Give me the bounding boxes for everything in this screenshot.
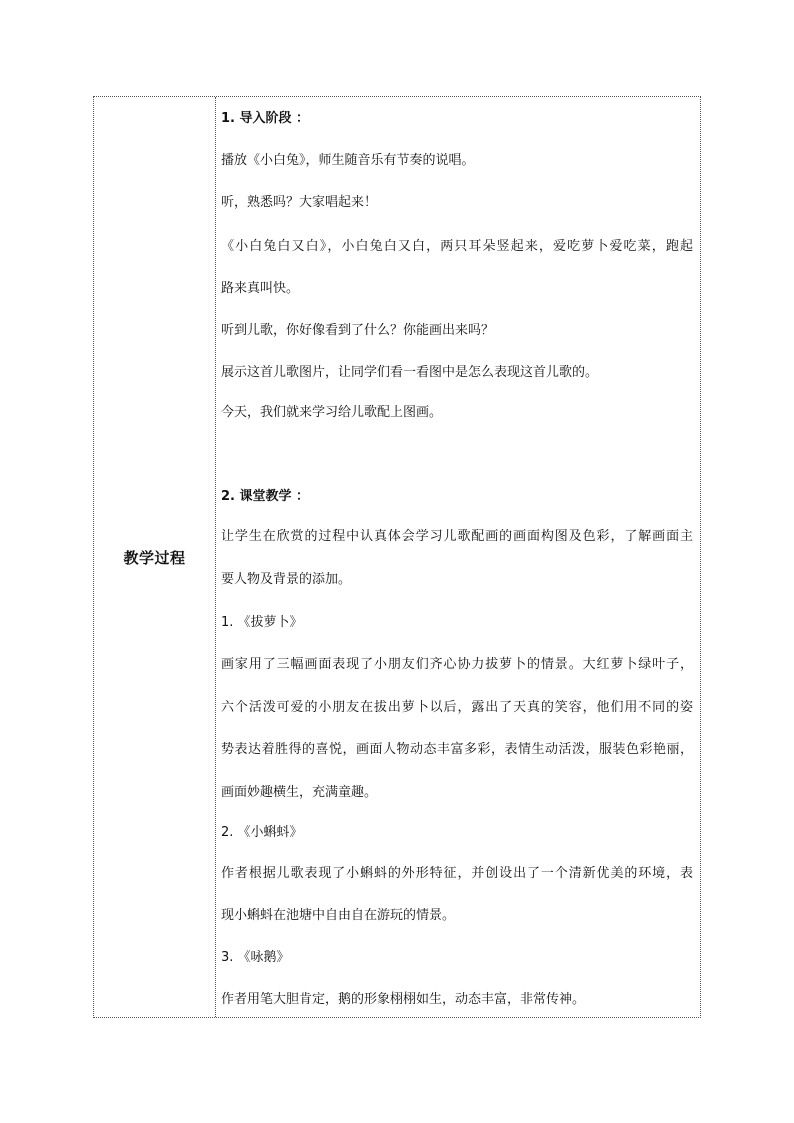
paragraph-line: 《小白兔白又白》，小白兔白又白，两只耳朵竖起来，爱吃萝卜爱吃菜，跑起 — [221, 239, 693, 254]
lesson-table — [93, 96, 701, 1018]
paragraph-line: 画面妙趣横生，充满童趣。 — [221, 785, 378, 800]
paragraph-line: 听，熟悉吗？大家唱起来！ — [221, 195, 378, 210]
paragraph-line: 画家用了三幅画面表现了小朋友们齐心协力拔萝卜的情景。大红萝卜绿叶子， — [221, 657, 693, 672]
item-heading-2: 2. 《小蝌蚪》 — [221, 825, 303, 840]
item-heading-1: 1. 《拔萝卜》 — [221, 615, 303, 630]
paragraph-line: 播放《小白兔》，师生随音乐有节奏的说唱。 — [221, 153, 475, 168]
paragraph-line: 听到儿歌，你好像看到了什么？你能画出来吗？ — [221, 323, 495, 338]
paragraph-line: 展示这首儿歌图片，让同学们看一看图中是怎么表现这首儿歌的。 — [221, 365, 599, 380]
paragraph-line: 六个活泼可爱的小朋友在拔出萝卜以后，露出了天真的笑容，他们用不同的姿 — [221, 700, 693, 715]
item-heading-3: 3. 《咏鹅》 — [221, 950, 290, 965]
column-divider — [215, 97, 216, 1017]
paragraph-line: 路来真叫快。 — [221, 281, 300, 296]
paragraph-line: 今天，我们就来学习给儿歌配上图画。 — [221, 405, 443, 420]
section-heading-intro: 1. 导入阶段 ： — [221, 111, 310, 126]
paragraph-line: 势表达着胜得的喜悦，画面人物动态丰富多彩，表情生动活泼，服装色彩艳丽， — [221, 742, 693, 757]
paragraph-line: 让学生在欣赏的过程中认真体会学习儿歌配画的画面构图及色彩，了解画面主 — [221, 529, 693, 544]
paragraph-line: 作者根据儿歌表现了小蝌蚪的外形特征，并创设出了一个清新优美的环境，表 — [221, 866, 693, 881]
paragraph-line: 作者用笔大胆肯定，鹅的形象栩栩如生，动态丰富，非常传神。 — [221, 992, 586, 1007]
paragraph-line: 现小蝌蚪在池塘中自由自在游玩的情景。 — [221, 908, 456, 923]
paragraph-line: 要人物及背景的添加。 — [221, 572, 352, 587]
row-label-teaching-process: 教学过程 — [123, 549, 186, 567]
section-heading-classroom: 2. 课堂教学 ： — [221, 489, 310, 504]
